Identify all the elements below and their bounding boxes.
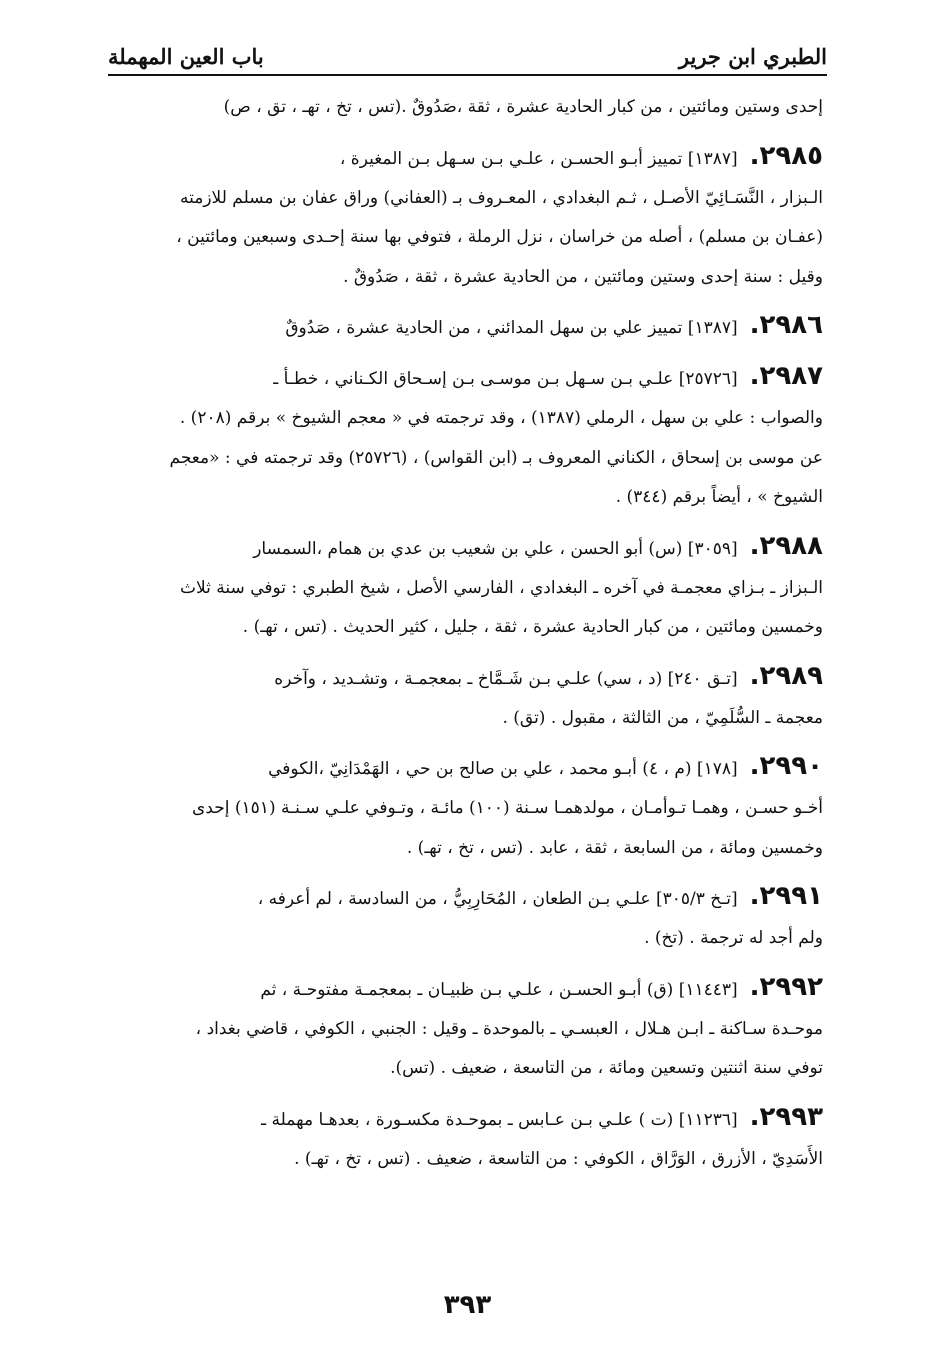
entry-text: [١٣٨٧] تمييز أبـو الحسـن ، علـي بـن سـهل بـن المغيرة ،: [339, 148, 738, 169]
entry-text-line: [108, 258, 823, 298]
entry-text: [١٣٨٧] تمييز علي بن سهل المدائني ، من الحادية عشرة ، صَدُوقٌ: [285, 318, 738, 338]
entry-text: ولم أجد له ترجمة . (تخ) .: [644, 928, 823, 948]
entry-text-line: [108, 399, 823, 439]
entry-text: وقيل : سنة إحدى وستين ومائتين ، من الحادية عشرة ، ثقة ، صَدُوقٌ .: [343, 266, 823, 287]
entry-number: ٢٩٩٣.: [749, 1101, 823, 1132]
entry-text: الأَسَدِيّ ، الأزرق ، الوَرَّاق ، الكوفي : من التاسعة ، ضعيف . (تس ، تخ ، تهـ) .: [294, 1148, 823, 1169]
entry-text-line: [108, 699, 823, 739]
entry-number: ٢٩٨٨.: [749, 530, 823, 561]
entry-text: الـبزار ، النَّسَـائِيّ الأصـل ، ثـم البغدادي ، المعـروف بـ (العفاني) وراق عفان بن مسلم للازمته: [180, 187, 823, 208]
entry-text-line: [108, 569, 823, 609]
entry-text: إحدى وستين ومائتين ، من كبار الحادية عشرة ، ثقة ،صَدُوقٌ .(تس ، تخ ، تهـ ، تق ، ص): [223, 97, 823, 117]
running-header: [108, 38, 827, 76]
entry-text-line: [108, 1049, 823, 1089]
entry-text-line: [108, 1140, 823, 1180]
entry-text: [١١٤٤٣] (ق) أبـو الحسـن ، علـي بـن ظبيـان ـ بمعجمـة مفتوحـة ، ثم: [260, 979, 738, 1000]
entry-text: [تـق ٢٤٠] (د ، سي) علـي بـن شَـمَّاخ ـ بمعجمـة ، وتشـديد ، وآخره: [274, 668, 738, 689]
entry-text-line: [108, 919, 823, 959]
entry-text: أخـو حسـن ، وهمـا تـوأمـان ، مولدهمـا سـنة (١٠٠) مائـة ، وتـوفي علـي سـنـة (١٥١) إحدى: [192, 798, 823, 818]
entry-heading-line: [108, 965, 823, 1010]
entry-text: عن موسى بن إسحاق ، الكناني المعروف بـ (ابن القواس) ، (٢٥٧٢٦) وقد ترجمته في : «معجم: [169, 447, 823, 468]
entry-number: ٢٩٨٦.: [749, 310, 823, 340]
entry-number: ٢٩٨٧.: [749, 361, 823, 391]
entry-text: [٢٥٧٢٦] علـي بـن سـهل بـن موسـى بـن إسـحاق الكـناني ، خطـأ ـ: [273, 369, 738, 389]
entry-number: ٢٩٩١.: [749, 881, 823, 911]
entry-text: توفي سنة اثنتين وتسعين ومائة ، من التاسعة ، ضعيف . (تس).: [390, 1058, 823, 1078]
entry-text: الـبزاز ـ بـزاي معجمـة في آخره ـ البغدادي ، الفارسي الأصل ، شيخ الطبري : توفي سنة ثلاث: [180, 577, 823, 598]
entry-text: [١٧٨] (م ، ٤) أبـو محمد ، علي بن صالح بن حي ، الهَمْدَانِيّ ،الكوفي: [268, 759, 738, 779]
entry-text-line: [108, 218, 823, 258]
entry-number: ٢٩٩٠.: [749, 751, 823, 781]
entry-heading-line: [108, 134, 823, 179]
entry-text: وخمسين ومائتين ، من كبار الحادية عشرة ، ثقة ، جليل ، كثير الحديث . (تس ، تهـ) .: [242, 617, 823, 637]
entry-heading-line: [108, 303, 823, 348]
entry-text: (عفـان بن مسلم) ، أصله من خراسان ، نزل الرملة ، فتوفي بها سنة إحـدى وسبعين ومائتين ،: [176, 227, 823, 247]
entry-text: معجمة ـ السُّلَمِيّ ، من الثالثة ، مقبول . (تق) .: [502, 707, 823, 728]
entry-heading-line: [108, 524, 823, 569]
entry-text-line: [108, 439, 823, 479]
page-number: ٣٩٣: [443, 1290, 492, 1320]
entry-number: ٢٩٨٥.: [749, 140, 823, 171]
entry-text-line: [108, 179, 823, 219]
entry-heading-line: [108, 354, 823, 399]
entry-heading-line: [108, 1095, 823, 1140]
entry-text-line: [108, 478, 823, 518]
entry-text-line: [108, 608, 823, 648]
header-chapter-title: باب العين المهملة: [108, 43, 264, 69]
entry-text-line: [108, 1010, 823, 1050]
entry-text: [١١٢٣٦] (ت ) علـي بـن عـابس ـ بموحـدة مكسـورة ، بعدهـا مهملة ـ: [261, 1109, 738, 1130]
entry-text: الشيوخ » ، أيضاً برقم (٣٤٤) .: [615, 487, 823, 507]
entry-text-line: [108, 789, 823, 829]
entry-heading-line: [108, 654, 823, 699]
entry-text-line: [108, 829, 823, 869]
entry-number: ٢٩٩٢.: [749, 971, 823, 1002]
entry-heading-line: [108, 874, 823, 919]
entries-body: [108, 88, 823, 1179]
entry-number: ٢٩٨٩.: [749, 660, 823, 691]
entry-text: والصواب : علي بن سهل ، الرملي (١٣٨٧) ، وقد ترجمته في « معجم الشيوخ » برقم (٢٠٨) .: [179, 408, 823, 428]
entry-text-line: [108, 88, 823, 128]
entry-text: [تـخ ٣٠٥/٣] علـي بـن الطعان ، المُحَارِبِيُّ ، من السادسة ، لم أعرفه ،: [257, 889, 738, 909]
entry-heading-line: [108, 744, 823, 789]
header-book-title: الطبري ابن جرير: [678, 43, 827, 69]
entry-text: وخمسين ومائة ، من السابعة ، ثقة ، عابد . (تس ، تخ ، تهـ) .: [406, 837, 823, 858]
entry-text: [٣٠٥٩] (س) أبو الحسن ، علي بن شعيب بن عدي بن همام ،السمسار: [253, 538, 738, 559]
entry-text: موحـدة سـاكنة ـ ابـن هـلال ، العبسـي ـ بالموحدة ـ وقيل : الجنبي ، الكوفي ، قاضي بغداد ،: [195, 1018, 823, 1039]
